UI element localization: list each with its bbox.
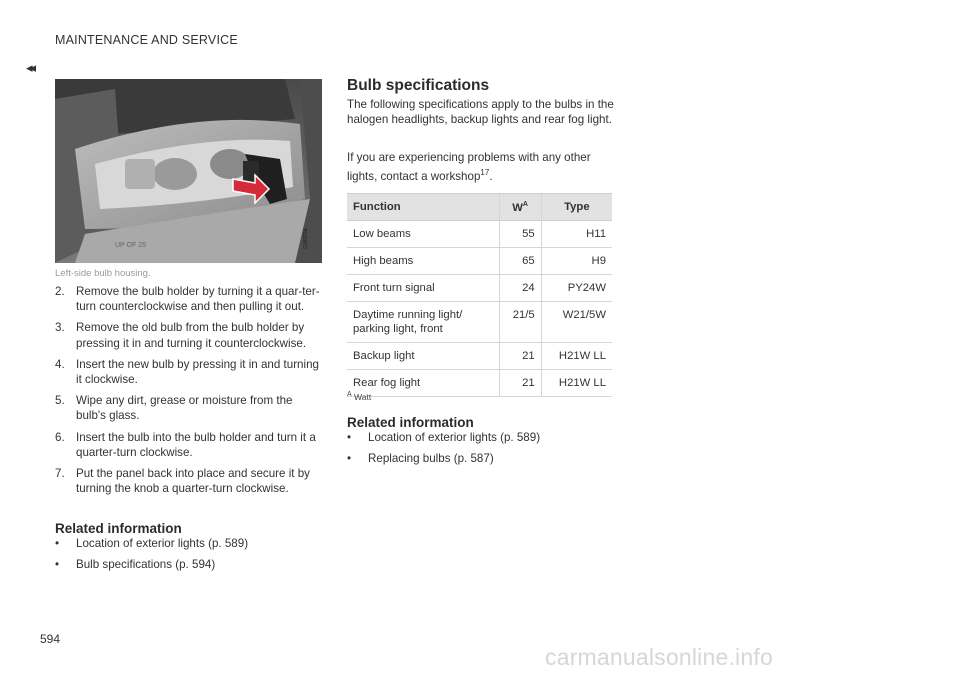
arrow-up-label: UP OF 25 <box>115 242 146 249</box>
bulb-spec-table <box>347 193 612 397</box>
table-row: Front turn signal 24 PY24W <box>347 275 612 302</box>
related-info-right <box>347 415 615 472</box>
list-item: 4. Insert the new bulb by pressing it in and turning it clockwise. <box>55 357 319 387</box>
list-item: 3. Remove the old bulb from the bulb holder by pressing it in and turning it counterclockwise. <box>55 321 307 350</box>
related-link[interactable]: • Location of exterior lights (p. 589) <box>347 431 541 444</box>
col-watt: $W^A$ <box>499 194 541 221</box>
table-row: Backup light 21 H21W LL <box>347 343 612 370</box>
figure-caption: Left-side bulb housing. <box>55 268 151 279</box>
list-item: 5. Wipe any dirt, grease or moisture from the bulb's glass. <box>55 394 293 423</box>
related-link[interactable]: • Bulb specifications (p. 594) <box>55 558 216 571</box>
table-row: Low beams 55 H11 <box>347 221 612 248</box>
list-item: 7. Put the panel back into place and secure it by turning the knob a quarter-turn clockwise. <box>55 467 310 496</box>
bulb-housing-illustration <box>55 79 322 263</box>
bulb-specs-intro: The following specifications apply to the bulbs in the halogen headlights, backup lights and rear fog light. <box>347 98 614 127</box>
footnote-ref[interactable]: 17 <box>480 168 490 178</box>
watermark: carmanualsonline.info <box>545 644 773 670</box>
table-row: Daytime running light/ parking light, front 21/5 W21/5W <box>347 302 612 343</box>
steps-list <box>55 284 323 502</box>
list-item: 6. Insert the bulb into the bulb holder and turn it a quarter-turn clockwise. <box>55 430 316 459</box>
figure-id: G060758 <box>303 228 309 249</box>
related-info-title: Related information <box>347 415 474 430</box>
related-link[interactable]: • Replacing bulbs (p. 587) <box>347 452 494 465</box>
related-info-left <box>55 521 323 578</box>
col-function: Function <box>347 194 499 221</box>
related-link[interactable]: • Location of exterior lights (p. 589) <box>55 537 249 550</box>
bulb-specs-title: Bulb specifications <box>347 77 490 94</box>
table-header-row <box>347 194 612 221</box>
table-footnote: $^A$ Watt <box>347 391 372 402</box>
section-header: MAINTENANCE AND SERVICE <box>55 33 238 47</box>
back-arrows-icon[interactable]: ◂◂ <box>26 60 34 75</box>
related-info-list <box>55 536 323 572</box>
table-row: Rear fog light 21 H21W LL <box>347 370 612 397</box>
bulb-housing-photo <box>55 79 322 263</box>
table-row: High beams 65 H9 <box>347 248 612 275</box>
page-number: 594 <box>40 632 61 646</box>
related-info-title: Related information <box>55 521 182 536</box>
col-type: Type <box>541 194 612 221</box>
workshop-note: If you are experiencing problems with any other lights, contact a workshop$^{17}$. <box>347 151 591 184</box>
related-info-list <box>347 430 615 466</box>
list-item: 2. Remove the bulb holder by turning it a quar-ter-turn counterclockwise and then pulling it out. <box>55 285 320 314</box>
